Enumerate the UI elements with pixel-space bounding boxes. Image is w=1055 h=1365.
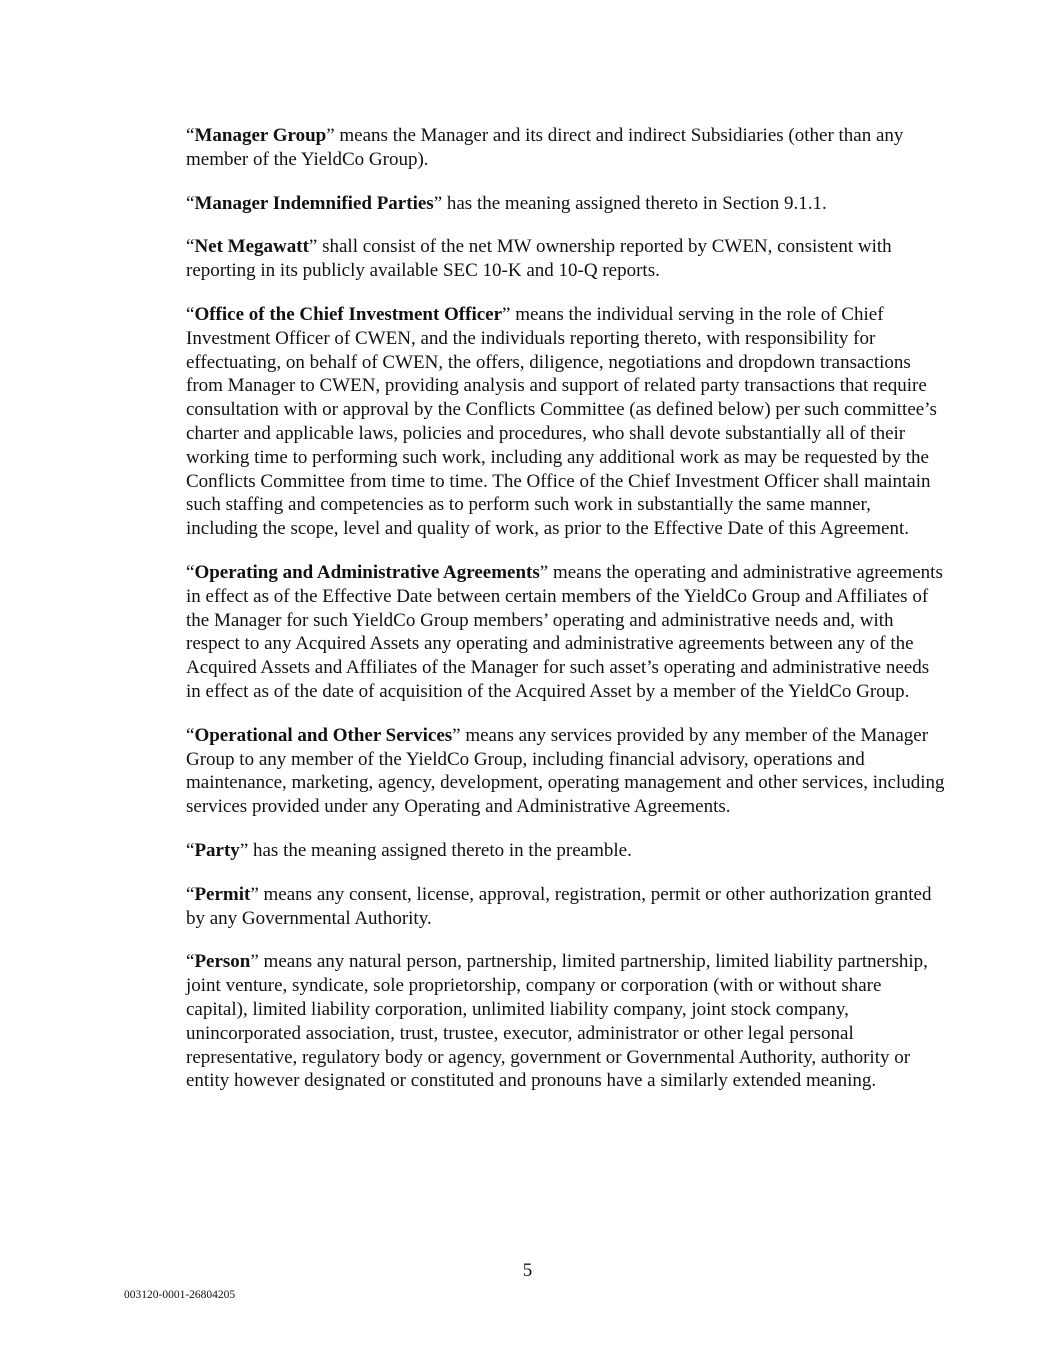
definition-text: ” means the Manager and its direct and indirect Subsidiaries (other than any member of the YieldCo Group). [186,125,904,170]
defined-term: Permit [194,883,251,905]
definition-manager-group [186,124,946,172]
definition-text: ” means the operating and administrative agreements in effect as of the Effective Date between certain members of the YieldCo Group and Affiliates of the Manager for such YieldCo Group members’ operating and administrative needs and, with respect to any Acquired Assets any operating and administrative agreements between any of the Acquired Assets and Affiliates of the Manager for such asset’s operating and administrative needs in effect as of the date of acquisition of the Acquired Asset by a member of the YieldCo Group. [186,561,943,702]
document-id: 003120-0001-26804205 [124,1289,236,1301]
defined-term: Office of the Chief Investment Officer [194,303,503,325]
definition-text: ” has the meaning assigned thereto in the preamble. [239,839,632,861]
open-quote: “ [186,951,195,973]
definition-text: ” shall consist of the net MW ownership reported by CWEN, consistent with reporting in its publicly available SEC 10-K and 10-Q reports. [186,236,892,282]
definition-office-of-the-chief-investment-officer [186,303,946,541]
open-quote: “ [186,236,195,258]
definition-operational-and-other-services [186,724,946,819]
defined-term: Manager Indemnified Parties [194,192,434,214]
defined-term: Operational and Other Services [194,724,453,746]
defined-term: Party [194,839,240,861]
open-quote: “ [186,724,195,746]
open-quote: “ [186,883,195,905]
open-quote: “ [186,561,195,583]
defined-term: Manager Group [194,125,327,146]
open-quote: “ [186,303,195,325]
definition-text: ” means any natural person, partnership, limited partnership, limited liability partnership, joint venture, syndicate, sole proprietorship, company or corporation (with or without share capital), limited liability corporation, unlimited liability company, joint stock company, unincorporated association, trust, trustee, executor, administrator or other legal personal representative, regulatory body or agency, government or Governmental Authority, authority or entity however designated or constituted and pronouns have a similarly extended meaning. [186,951,928,1092]
open-quote: “ [186,192,195,214]
definition-text: ” means any consent, license, approval, registration, permit or other authorization granted by any Governmental Authority. [186,883,932,929]
definition-text: ” means any services provided by any member of the Manager Group to any member of the YieldCo Group, including financial advisory, operations and maintenance, marketing, agency, development, operating management and other services, including services provided under any Operating and Administrative Agreements. [186,724,945,818]
defined-term: Person [194,951,251,973]
definition-party [186,839,946,863]
definition-manager-indemnified-parties [186,192,946,216]
definition-person [186,950,946,1093]
definition-permit [186,883,946,931]
defined-term: Operating and Administrative Agreements [194,561,540,583]
open-quote: “ [186,125,195,146]
definition-net-megawatt [186,235,946,283]
definition-text: ” has the meaning assigned thereto in Section 9.1.1. [433,192,827,214]
definitions-body [186,124,946,1113]
definition-text: ” means the individual serving in the role of Chief Investment Officer of CWEN, and the individuals reporting thereto, with responsibility for effectuating, on behalf of CWEN, the offers, diligence, negotiations and dropdown transactions from Manager to CWEN, providing analysis and support of related party transactions that require consultation with or approval by the Conflicts Committee (as defined below) per such committee’s charter and applicable laws, policies and procedures, who shall devote substantially all of their working time to performing such work, including any additional work as may be requested by the Conflicts Committee from time to time. The Office of the Chief Investment Officer shall maintain such staffing and competencies as to perform such work in substantially the same manner, including the scope, level and quality of work, as prior to the Effective Date of this Agreement. [186,303,937,540]
defined-term: Net Megawatt [194,236,309,258]
open-quote: “ [186,839,195,861]
page-number: 5 [522,1260,533,1281]
definition-operating-and-administrative-agreements [186,561,946,704]
